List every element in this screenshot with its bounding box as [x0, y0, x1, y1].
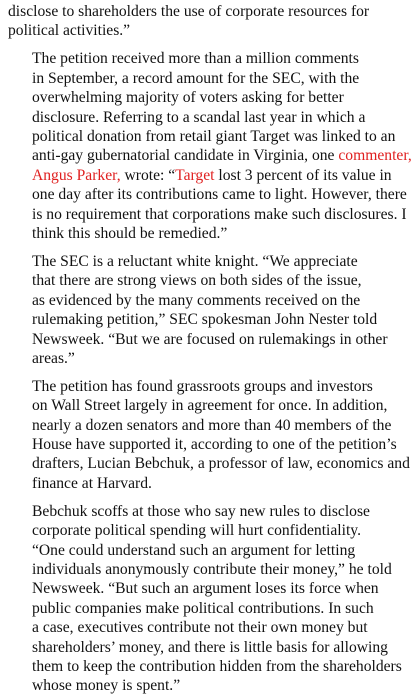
text-line [8, 224, 409, 243]
text-segment: lost 3 percent of its value in [214, 166, 392, 184]
text-segment: Newsweek. “But such an argument loses its force when [32, 580, 379, 598]
text-segment: shareholders’ money, and there is little basis for allowing [32, 638, 388, 656]
text-line [8, 618, 409, 637]
text-segment: Newsweek. “But we are focused on rulemakings in other [32, 330, 388, 348]
text-segment: wrote: “ [120, 166, 176, 184]
text-line [8, 396, 409, 415]
text-segment: The petition received more than a million comments [32, 50, 359, 68]
text-segment: nearly a dozen senators and more than 40 members of the [32, 416, 392, 434]
text-line [8, 521, 409, 540]
paragraph [8, 377, 409, 493]
text-line [8, 377, 409, 396]
text-segment: them to keep the contribution hidden from the shareholders [32, 658, 402, 675]
text-segment: is no requirement that corporations make such disclosures. I [32, 205, 407, 223]
text-segment: anti-gay gubernatorial candidate in Virginia, one [32, 147, 339, 165]
text-segment: disclose to shareholders the use of corporate resources for [8, 3, 370, 20]
article-body [8, 2, 412, 696]
text-line [8, 676, 409, 695]
text-segment: one day after its contributions came to light. However, there [32, 186, 407, 204]
highlighted-text: Angus Parker, [32, 166, 121, 184]
text-segment: Bebchuk scoffs at those who say new rules to disclose [32, 502, 370, 520]
paragraph [8, 49, 412, 243]
text-line [8, 560, 409, 579]
text-line [8, 69, 409, 88]
text-segment: in September, a record amount for the SEC, with the [32, 69, 360, 87]
text-line [8, 541, 409, 560]
text-line [8, 657, 409, 676]
text-line [8, 88, 409, 107]
text-line [8, 166, 409, 185]
text-line [8, 502, 409, 521]
text-segment: corporate political spending will hurt confidentiality. [32, 522, 361, 540]
text-segment: public companies make political contributions. In such [32, 599, 374, 617]
paragraph [8, 2, 409, 41]
text-segment: that there are strong views on both sides of the issue, [32, 272, 362, 290]
text-segment: rulemaking petition,” SEC spokesman John Nester told [32, 311, 378, 329]
text-line [8, 638, 409, 657]
text-segment: areas.” [32, 349, 75, 367]
paragraph [8, 252, 409, 368]
highlighted-text: Target [175, 166, 215, 184]
text-segment: political activities.” [8, 22, 131, 40]
text-segment: House have supported it, according to one of the petition’s [32, 436, 397, 454]
paragraph [8, 502, 409, 696]
highlighted-text: commenter, [338, 147, 412, 165]
text-segment: The petition has found grassroots groups and investors [32, 377, 373, 395]
text-segment: finance at Harvard. [32, 474, 152, 492]
text-line [8, 185, 409, 204]
text-segment: “One could understand such an argument for letting [32, 541, 356, 559]
text-segment: whose money is spent.” [32, 677, 181, 695]
text-segment: overwhelming majority of voters asking for better [32, 89, 344, 107]
text-segment: drafters, Lucian Bebchuk, a professor of law, economics and [32, 455, 410, 473]
text-line [8, 474, 409, 493]
text-segment: individuals anonymously contribute their money,” he told [32, 560, 392, 578]
text-segment: disclosure. Referring to a scandal last year in which a [32, 108, 366, 126]
text-line [8, 252, 409, 271]
text-line [8, 416, 409, 435]
text-line [8, 2, 409, 21]
text-line [8, 205, 409, 224]
text-segment: on Wall Street largely in agreement for once. In addition, [32, 397, 388, 415]
text-line [8, 127, 409, 146]
text-line [8, 291, 409, 310]
text-line [8, 146, 412, 165]
text-segment: a case, executives contribute not their own money but [32, 619, 368, 637]
text-line [8, 21, 409, 40]
text-line [8, 330, 409, 349]
text-line [8, 310, 409, 329]
text-line [8, 108, 409, 127]
text-line [8, 454, 409, 473]
text-segment: political donation from retail giant Target was linked to an [32, 127, 396, 145]
text-line [8, 349, 409, 368]
text-line [8, 599, 409, 618]
text-segment: think this should be remedied.” [32, 224, 228, 242]
text-segment: The SEC is a reluctant white knight. “We appreciate [32, 252, 358, 270]
text-line [8, 579, 409, 598]
text-line [8, 435, 409, 454]
text-segment: as evidenced by the many comments received on the [32, 291, 361, 309]
text-line [8, 271, 409, 290]
text-line [8, 49, 409, 68]
